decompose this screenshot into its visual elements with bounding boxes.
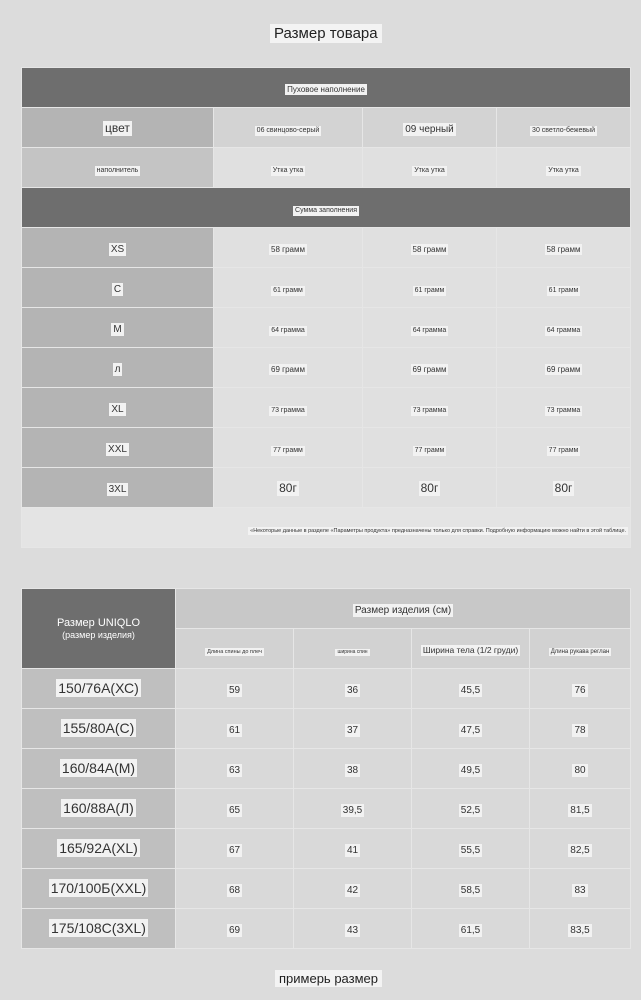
measure-value: 58,5 bbox=[460, 884, 481, 896]
table-row bbox=[22, 268, 631, 308]
size-chart-table bbox=[21, 588, 631, 949]
measure-value: 65 bbox=[228, 804, 241, 816]
measure-value: 68 bbox=[228, 884, 241, 896]
size-label: М bbox=[113, 323, 122, 335]
down-header-row bbox=[22, 68, 631, 108]
size-label: 160/84А(М) bbox=[61, 760, 136, 776]
size-label: 165/92А(XL) bbox=[59, 840, 138, 856]
table-row bbox=[22, 709, 631, 749]
size-header-row bbox=[22, 589, 631, 629]
column-header: Ширина тела (1/2 груди) bbox=[422, 644, 519, 655]
fill-value: 80г bbox=[554, 480, 573, 495]
fill-value: 73 грамма bbox=[411, 406, 449, 416]
page-title: Размер товара bbox=[270, 24, 382, 43]
fill-value: 64 грамма bbox=[545, 326, 583, 336]
measure-value: 78 bbox=[574, 724, 586, 736]
measure-value: 45,5 bbox=[460, 684, 481, 696]
color-value: 09 черный bbox=[405, 123, 454, 135]
measure-value: 83,5 bbox=[570, 924, 590, 936]
fill-value: 73 грамма bbox=[269, 406, 307, 416]
measure-value: 52,5 bbox=[460, 804, 481, 816]
measure-value: 42 bbox=[346, 884, 359, 896]
corner-title: Размер UNIQLO bbox=[56, 616, 141, 629]
measure-value: 38 bbox=[346, 764, 359, 776]
measure-value: 81,5 bbox=[570, 804, 590, 816]
fill-value: 80г bbox=[279, 480, 297, 495]
column-header: Длина спины до плеч bbox=[207, 648, 262, 655]
fill-value: 61 грамм bbox=[547, 286, 581, 296]
filler-row bbox=[22, 148, 631, 188]
size-label: XL bbox=[111, 403, 124, 415]
fill-value: 64 грамма bbox=[269, 326, 307, 336]
measure-value: 36 bbox=[346, 684, 359, 696]
measure-value: 82,5 bbox=[570, 844, 590, 856]
measure-value: 37 bbox=[346, 724, 359, 736]
fill-value: 61 грамм bbox=[271, 286, 305, 296]
table-row bbox=[22, 348, 631, 388]
measure-value: 69 bbox=[228, 924, 241, 936]
measure-value: 61,5 bbox=[460, 924, 481, 936]
measure-value: 63 bbox=[228, 764, 241, 776]
fill-value: 64 грамма bbox=[411, 326, 449, 336]
size-label: 160/88А(Л) bbox=[63, 800, 134, 816]
table-note: «Некоторые данные в разделе «Параметры продукта» предназначены только для справки. Подробную информацию можно найти в этой таблице. bbox=[250, 527, 627, 534]
table-row bbox=[22, 388, 631, 428]
size-corner-header bbox=[22, 616, 175, 642]
note-row bbox=[22, 508, 631, 548]
color-label: цвет bbox=[105, 120, 130, 135]
table-row bbox=[22, 308, 631, 348]
table-row bbox=[22, 468, 631, 508]
table-row bbox=[22, 909, 631, 949]
fill-value: 77 грамм bbox=[413, 446, 447, 456]
color-value: 30 светло-бежевый bbox=[530, 126, 597, 136]
measure-value: 49,5 bbox=[460, 764, 481, 776]
footer-title: примерь размер bbox=[275, 970, 382, 987]
measure-value: 55,5 bbox=[460, 844, 481, 856]
fill-value: 69 грамм bbox=[271, 364, 305, 374]
measure-value: 76 bbox=[574, 684, 586, 696]
measure-value: 41 bbox=[346, 844, 359, 856]
filler-value: Утка утка bbox=[412, 166, 447, 176]
measure-value: 61 bbox=[228, 724, 241, 736]
down-fill-table bbox=[21, 67, 631, 548]
measure-value: 43 bbox=[346, 924, 359, 936]
table-row bbox=[22, 829, 631, 869]
measure-value: 59 bbox=[228, 684, 241, 696]
measure-value: 80 bbox=[574, 764, 586, 776]
fill-value: 69 грамм bbox=[412, 364, 447, 374]
measure-value: 83 bbox=[574, 884, 586, 896]
size-label: XXL bbox=[108, 443, 127, 455]
fill-value: 58 грамм bbox=[412, 244, 447, 254]
fill-value: 77 грамм bbox=[271, 446, 305, 456]
table-row bbox=[22, 789, 631, 829]
fill-header: Сумма заполнения bbox=[293, 206, 359, 216]
size-label: С bbox=[113, 283, 122, 295]
measure-value: 39,5 bbox=[342, 804, 363, 816]
filler-label: наполнитель bbox=[95, 166, 141, 176]
color-row bbox=[22, 108, 631, 148]
table-row bbox=[22, 228, 631, 268]
size-label: 155/80А(С) bbox=[62, 720, 135, 736]
column-header: Длина рукава реглан bbox=[550, 648, 610, 655]
size-label: 3XL bbox=[108, 483, 127, 495]
measure-value: 67 bbox=[228, 844, 241, 856]
size-label: 170/100Б(XXL) bbox=[50, 880, 147, 896]
table-row bbox=[22, 749, 631, 789]
down-header: Пуховое наполнение bbox=[287, 84, 365, 94]
filler-value: Утка утка bbox=[546, 166, 581, 176]
fill-value: 80г bbox=[420, 480, 439, 495]
size-label: XS bbox=[110, 243, 125, 255]
size-label: л bbox=[114, 363, 121, 375]
color-value: 06 свинцово-серый bbox=[255, 126, 322, 136]
fill-value: 77 грамм bbox=[547, 446, 581, 456]
corner-subtitle: (размер изделия) bbox=[62, 629, 135, 640]
table-row bbox=[22, 669, 631, 709]
size-label: 150/76А(ХС) bbox=[58, 680, 139, 696]
table-row bbox=[22, 869, 631, 909]
fill-value: 73 грамма bbox=[545, 406, 583, 416]
column-header: ширина спин bbox=[337, 648, 368, 655]
fill-value: 58 грамм bbox=[546, 244, 581, 254]
measure-value: 47,5 bbox=[460, 724, 481, 736]
group-header: Размер изделия (см) bbox=[354, 604, 452, 616]
fill-header-row bbox=[22, 188, 631, 228]
fill-value: 69 грамм bbox=[546, 364, 581, 374]
filler-value: Утка утка bbox=[271, 166, 306, 176]
size-label: 175/108С(3XL) bbox=[51, 920, 146, 936]
fill-value: 58 грамм bbox=[271, 244, 305, 254]
fill-value: 61 грамм bbox=[413, 286, 447, 296]
table-row bbox=[22, 428, 631, 468]
